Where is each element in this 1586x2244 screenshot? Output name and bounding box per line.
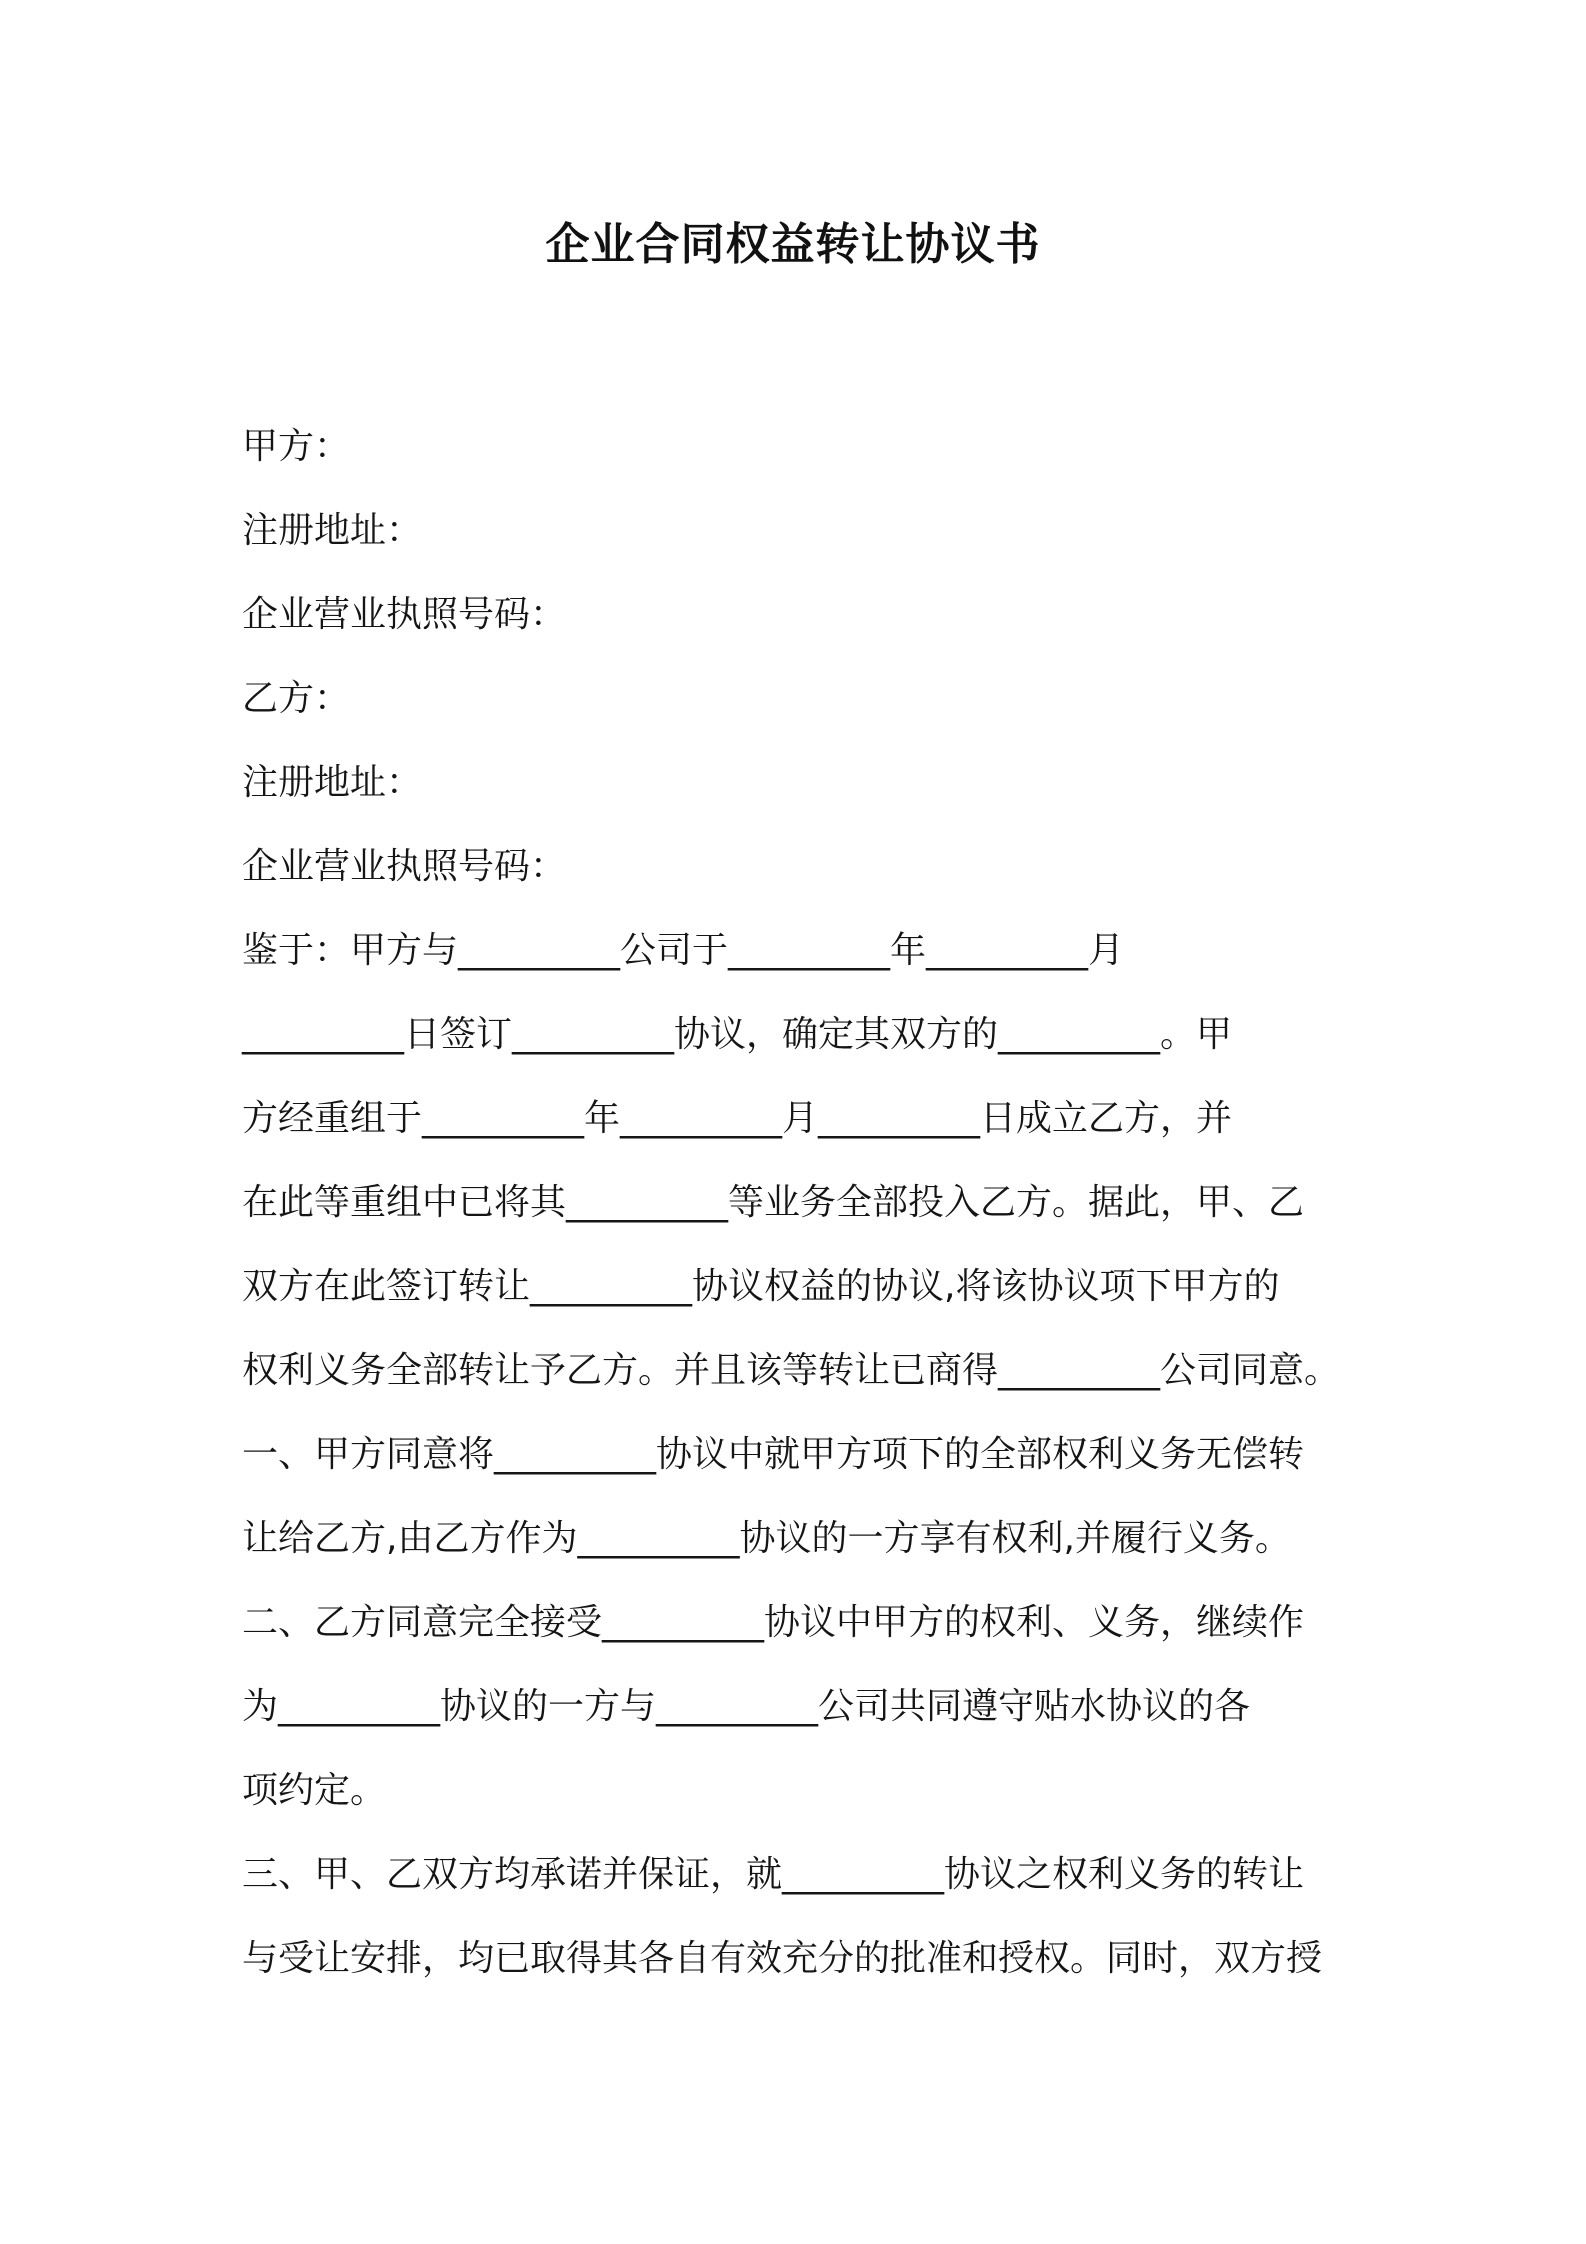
party-b-name: 乙方： [242, 678, 351, 719]
recital-line: 在此等重组中已将其_________等业务全部投入乙方。据此，甲、乙 [242, 1182, 1305, 1223]
party-a-address: 注册地址： [242, 510, 423, 551]
party-a-license: 企业营业执照号码： [242, 594, 567, 635]
party-a-name: 甲方： [242, 426, 351, 467]
clause-three-line: 三、甲、乙双方均承诺并保证，就_________协议之权利义务的转让 [242, 1854, 1305, 1895]
document-body [242, 405, 1372, 2001]
clause-two-line: 二、乙方同意完全接受_________协议中甲方的权利、义务，继续作 [242, 1602, 1305, 1643]
party-b-license: 企业营业执照号码： [242, 846, 567, 887]
recital-line: 鉴于：甲方与_________公司于_________年_________月 [242, 930, 1125, 971]
clause-one-line: 一、甲方同意将_________协议中就甲方项下的全部权利义务无偿转 [242, 1434, 1305, 1475]
recital-line: 方经重组于_________年_________月_________日成立乙方，并 [242, 1098, 1233, 1139]
party-b-address: 注册地址： [242, 762, 423, 803]
clause-one-line: 让给乙方,由乙方作为_________协议的一方享有权利,并履行义务。 [242, 1518, 1291, 1559]
recital-line: 双方在此签订转让_________协议权益的协议,将该协议项下甲方的 [242, 1266, 1280, 1307]
recital-line: 权利义务全部转让予乙方。并且该等转让已商得_________公司同意。 [242, 1350, 1341, 1391]
clause-two-line: 项约定。 [242, 1770, 387, 1811]
clause-three-line: 与受让安排，均已取得其各自有效充分的批准和授权。同时，双方授 [242, 1938, 1323, 1979]
clause-two-line: 为_________协议的一方与_________公司共同遵守贴水协议的各 [242, 1686, 1251, 1727]
document-title: 企业合同权益转让协议书 [545, 219, 1041, 270]
recital-line: _________日签订_________协议，确定其双方的_________。甲 [242, 1014, 1233, 1055]
